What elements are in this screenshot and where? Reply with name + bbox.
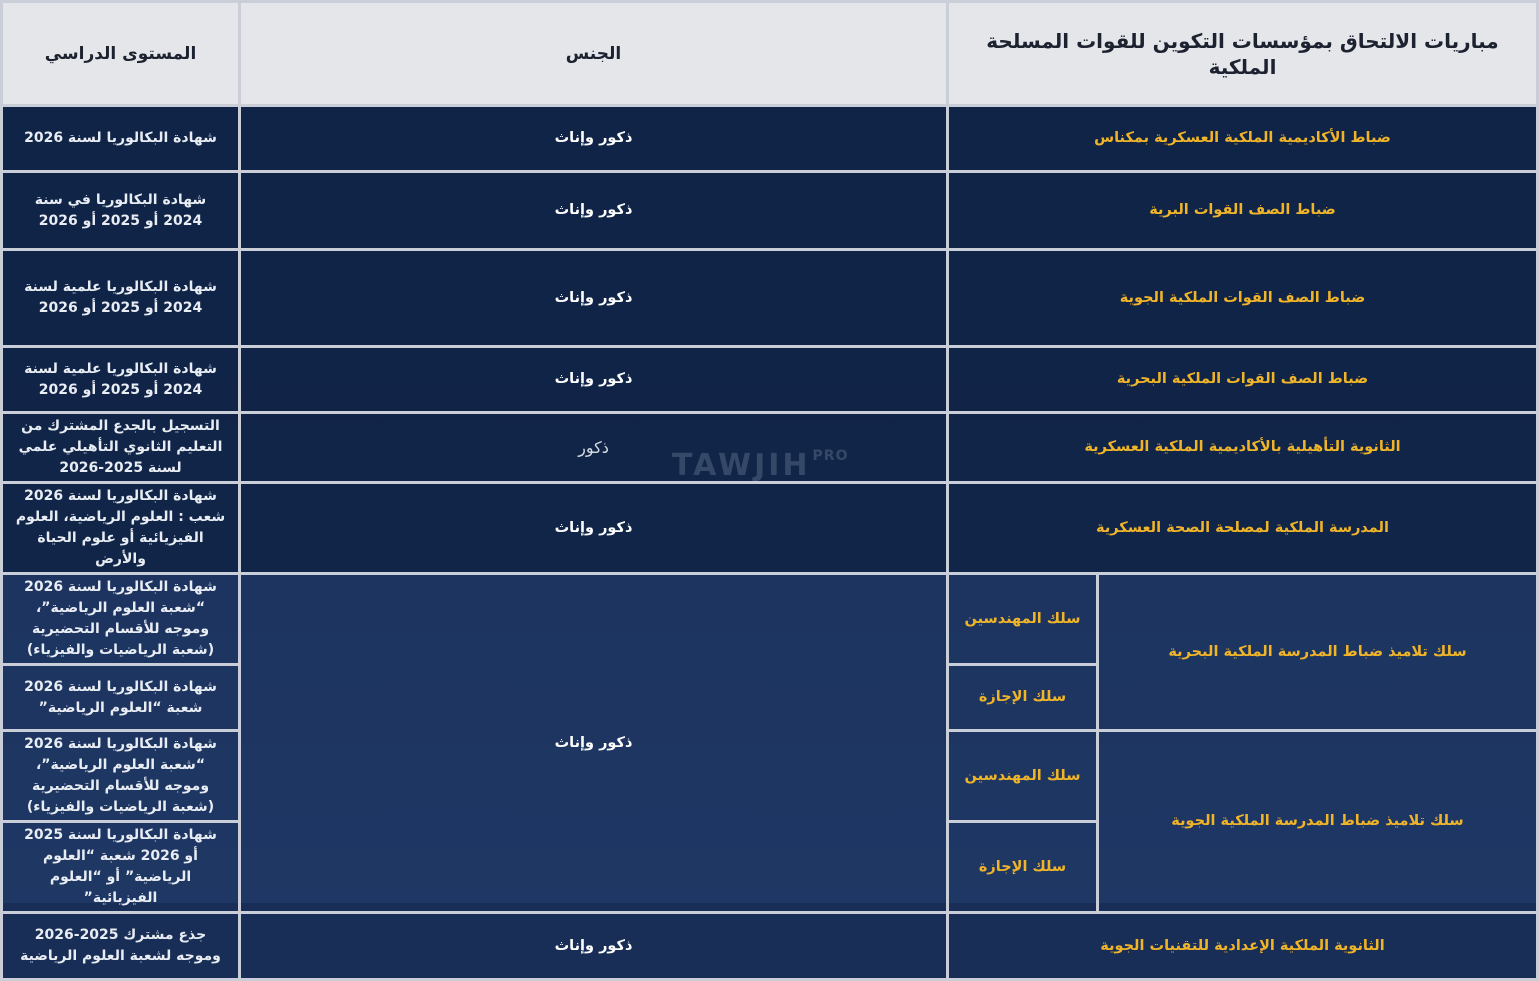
gender-cell: ذكور وإناث [240,250,948,347]
table-row [2,413,1538,483]
competition-cell: المدرسة الملكية لمصلحة الصحة العسكرية [948,483,1538,574]
level-cell: التسجيل بالجدع المشترك من التعليم الثانوي التأهيلي علمي لسنة 2025-2026 [2,413,240,483]
competition-cell: ضباط الأكاديمية الملكية العسكرية بمكناس [948,106,1538,172]
table-row [2,347,1538,413]
header-level: المستوى الدراسي [2,2,240,106]
gender-cell: ذكور وإناث [240,347,948,413]
gender-cell: ذكور وإناث [240,172,948,250]
air-engineers-cell: سلك المهندسين [948,731,1098,822]
header-row [2,2,1538,106]
competition-cell: ضباط الصف القوات الملكية الجوية [948,250,1538,347]
gender-cell: ذكور وإناث [240,913,948,980]
level-cell: شهادة البكالوريا لسنة 2026 “شعبة العلوم الرياضية”، وموجه للأقسام التحضيرية (شعبة الرياضيات والفيزياء) [2,574,240,665]
competition-cell: الثانوية التأهيلية بالأكاديمية الملكية العسكرية [948,413,1538,483]
gender-cell: ذكور وإناث [240,483,948,574]
table-row [2,106,1538,172]
table-row [2,913,1538,980]
competition-cell: ضباط الصف القوات البرية [948,172,1538,250]
level-cell: شهادة البكالوريا لسنة 2025 أو 2026 شعبة “العلوم الرياضية” أو “العلوم الفيزيائية” [2,822,240,913]
table-row [2,172,1538,250]
level-cell: شهادة البكالوريا لسنة 2026 “شعبة العلوم الرياضية”، وموجه للأقسام التحضيرية (شعبة الرياضيات والفيزياء) [2,731,240,822]
gender-cell: ذكور [240,413,948,483]
naval-school-cell: سلك تلاميذ ضباط المدرسة الملكية البحرية [1098,574,1538,731]
competition-cell: الثانوية الملكية الإعدادية للتقنيات الجوية [948,913,1538,980]
naval-license-cell: سلك الإجازة [948,665,1098,731]
air-license-cell: سلك الإجازة [948,822,1098,913]
level-cell: شهادة البكالوريا لسنة 2026 شعب : العلوم الرياضية، العلوم الفيزيائية أو علوم الحياة والأرض [2,483,240,574]
level-cell: شهادة البكالوريا لسنة 2026 [2,106,240,172]
table-row [2,250,1538,347]
level-cell: شهادة البكالوريا علمية لسنة 2024 أو 2025 أو 2026 [2,250,240,347]
level-cell: شهادة البكالوريا لسنة 2026 شعبة “العلوم الرياضية” [2,665,240,731]
table-row [2,574,1538,665]
header-competition: مباريات الالتحاق بمؤسسات التكوين للقوات المسلحة الملكية [948,2,1538,106]
competition-cell: ضباط الصف القوات الملكية البحرية [948,347,1538,413]
level-cell: جذع مشترك 2025-2026 وموجه لشعبة العلوم الرياضية [2,913,240,980]
table-row [2,483,1538,574]
officers-gender-cell: ذكور وإناث [240,574,948,913]
level-cell: شهادة البكالوريا علمية لسنة 2024 أو 2025 أو 2026 [2,347,240,413]
gender-cell: ذكور وإناث [240,106,948,172]
naval-engineers-cell: سلك المهندسين [948,574,1098,665]
header-gender: الجنس [240,2,948,106]
level-cell: شهادة البكالوريا في سنة 2024 أو 2025 أو 2026 [2,172,240,250]
air-school-cell: سلك تلاميذ ضباط المدرسة الملكية الجوية [1098,731,1538,913]
